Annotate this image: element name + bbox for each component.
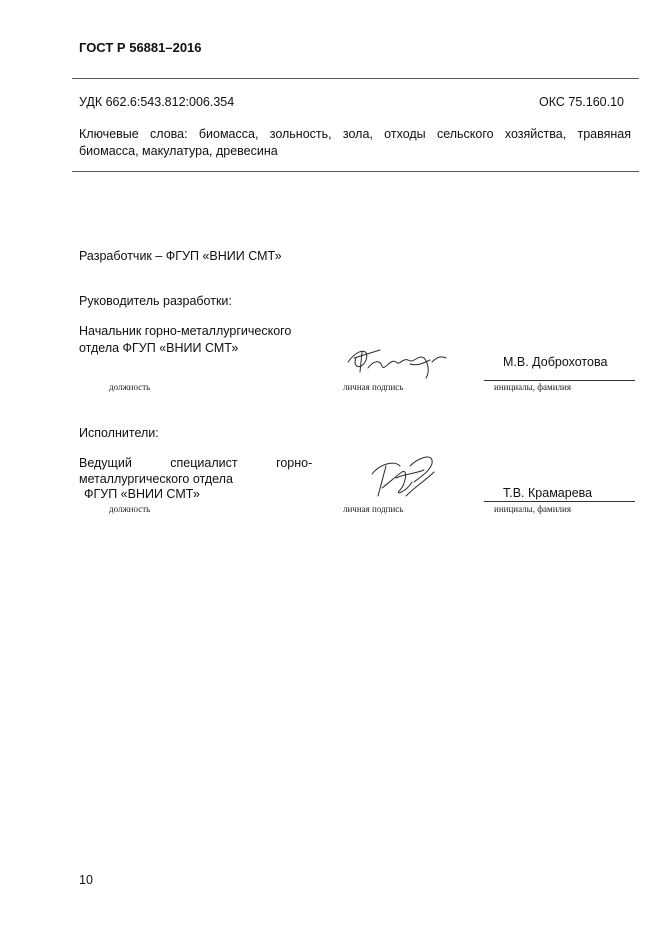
executor-caption-position: должность [109, 504, 151, 514]
head-caption-position: должность [109, 382, 151, 392]
head-section-label: Руководитель разработки: [79, 294, 232, 308]
oks-code: ОКС 75.160.10 [539, 95, 624, 109]
keywords: Ключевые слова: биомасса, зольность, зола, отходы сельского хозяйства, травяная биомасса, макулатура, древесина [79, 127, 631, 158]
head-caption-initials: инициалы, фамилия [494, 382, 571, 392]
udk-code: УДК 662.6:543.812:006.354 [79, 95, 235, 109]
developer-line: Разработчик – ФГУП «ВНИИ СМТ» [79, 249, 282, 263]
head-name: М.В. Доброхотова [503, 355, 608, 369]
executors-section-label: Исполнители: [79, 426, 159, 440]
bottom-divider [72, 171, 639, 172]
head-position: Начальник горно-металлургического отдела ФГУП «ВНИИ СМТ» [79, 324, 292, 355]
head-caption-signature: личная подпись [343, 382, 404, 392]
executor-position-line2: металлургического отдела [79, 472, 233, 486]
executor-caption-signature: личная подпись [343, 504, 404, 514]
executor-signature-icon [366, 452, 446, 504]
executor-position-line1-text: Ведущий специалист горно- [79, 456, 313, 470]
executor-name: Т.В. Крамарева [503, 486, 593, 500]
top-divider [72, 78, 639, 79]
executor-position-line1 [79, 456, 313, 470]
executor-position-line3: ФГУП «ВНИИ СМТ» [84, 487, 200, 501]
head-signature-icon [340, 338, 460, 386]
standard-code: ГОСТ Р 56881–2016 [79, 40, 202, 55]
page-number: 10 [79, 873, 93, 887]
executor-name-underline [484, 501, 635, 502]
head-name-underline [484, 380, 635, 381]
executor-caption-initials: инициалы, фамилия [494, 504, 571, 514]
